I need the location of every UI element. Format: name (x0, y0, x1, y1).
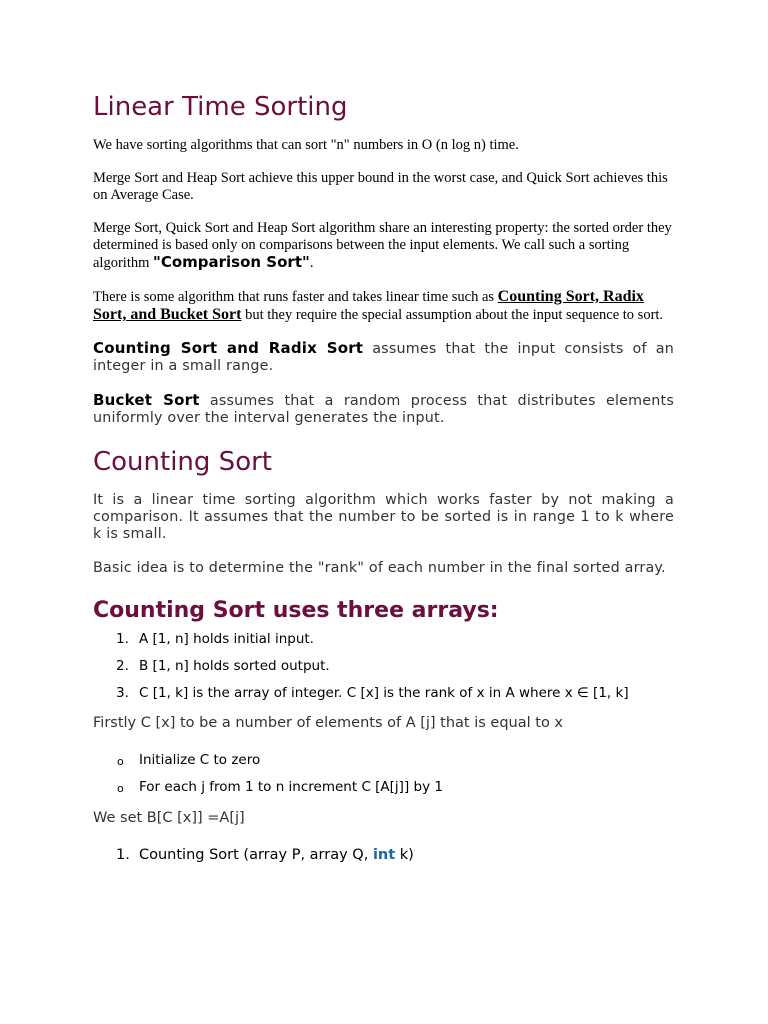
linear-rest: but they require the special assumption about the input sequence to sort. (241, 307, 664, 323)
assumption-1-bold: Counting Sort and Radix Sort (93, 339, 364, 357)
assumption-2-bold: Bucket Sort (93, 391, 200, 409)
linear-time-paragraph (93, 288, 674, 324)
comparison-sort-term: "Comparison Sort" (153, 253, 310, 271)
arrays-list (93, 631, 674, 702)
list-number: 2. (116, 658, 129, 674)
assumption-1-text: assumes that the input consists of an integer in a small range. (93, 341, 674, 374)
code-list (93, 847, 674, 864)
list-item-text: For each j from 1 to n increment C [A[j]] by 1 (139, 779, 443, 795)
code-line (93, 847, 674, 864)
list-item (93, 631, 674, 648)
linear-sorts-link[interactable]: Counting Sort, Radix Sort, and Bucket Sort (93, 288, 644, 323)
list-number: 1. (116, 631, 129, 647)
bullet-marker: o (117, 782, 124, 795)
list-number: 3. (116, 685, 129, 701)
list-item (93, 752, 674, 769)
intro-paragraph-2: Merge Sort and Heap Sort achieve this upper bound in the worst case, and Quick Sort achieves this on Average Case. (93, 170, 668, 203)
comparison-paragraph (93, 220, 674, 272)
counting-sort-heading: Counting Sort (93, 447, 272, 477)
code-before: Counting Sort (array P, array Q, (139, 847, 373, 863)
document-page (93, 90, 674, 874)
firstly-paragraph: Firstly C [x] to be a number of elements of A [j] that is equal to x (93, 715, 564, 731)
linear-text: There is some algorithm that runs faster and takes linear time such as (93, 289, 498, 305)
list-number: 1. (116, 847, 130, 863)
comparison-end: . (309, 255, 314, 271)
counting-paragraph-1: It is a linear time sorting algorithm which works faster by not making a comparison. It assumes that the number to be sorted is in range 1 to k where k is small. (93, 492, 674, 542)
code-after: k) (395, 847, 414, 863)
list-item (93, 779, 674, 796)
steps-list (93, 752, 674, 796)
list-item-text: C [1, k] is the array of integer. C [x] is the rank of x in A where x ∈ [1, k] (139, 685, 629, 701)
we-set-paragraph: We set B[C [x]] =A[j] (93, 810, 245, 826)
list-item (93, 685, 674, 702)
assumption-2-text: assumes that a random process that distributes elements uniformly over the interval generates the input. (93, 393, 674, 426)
list-item-text: B [1, n] holds sorted output. (139, 658, 330, 674)
list-item (93, 658, 674, 675)
code-keyword: int (372, 847, 396, 863)
assumption-paragraph-2 (93, 392, 674, 427)
comparison-text: Merge Sort, Quick Sort and Heap Sort algorithm share an interesting property: the sorted order they determined is based only on comparisons between the input elements. We call such a sorting algorithm (93, 220, 672, 271)
three-arrays-heading: Counting Sort uses three arrays: (93, 598, 499, 623)
list-item-text: A [1, n] holds initial input. (139, 631, 314, 647)
counting-paragraph-2: Basic idea is to determine the "rank" of each number in the final sorted array. (93, 560, 666, 576)
bullet-marker: o (117, 755, 124, 768)
assumption-paragraph-1 (93, 340, 674, 375)
page-title: Linear Time Sorting (93, 92, 348, 122)
list-item-text: Initialize C to zero (139, 752, 261, 768)
intro-paragraph-1: We have sorting algorithms that can sort "n" numbers in O (n log n) time. (93, 137, 519, 153)
